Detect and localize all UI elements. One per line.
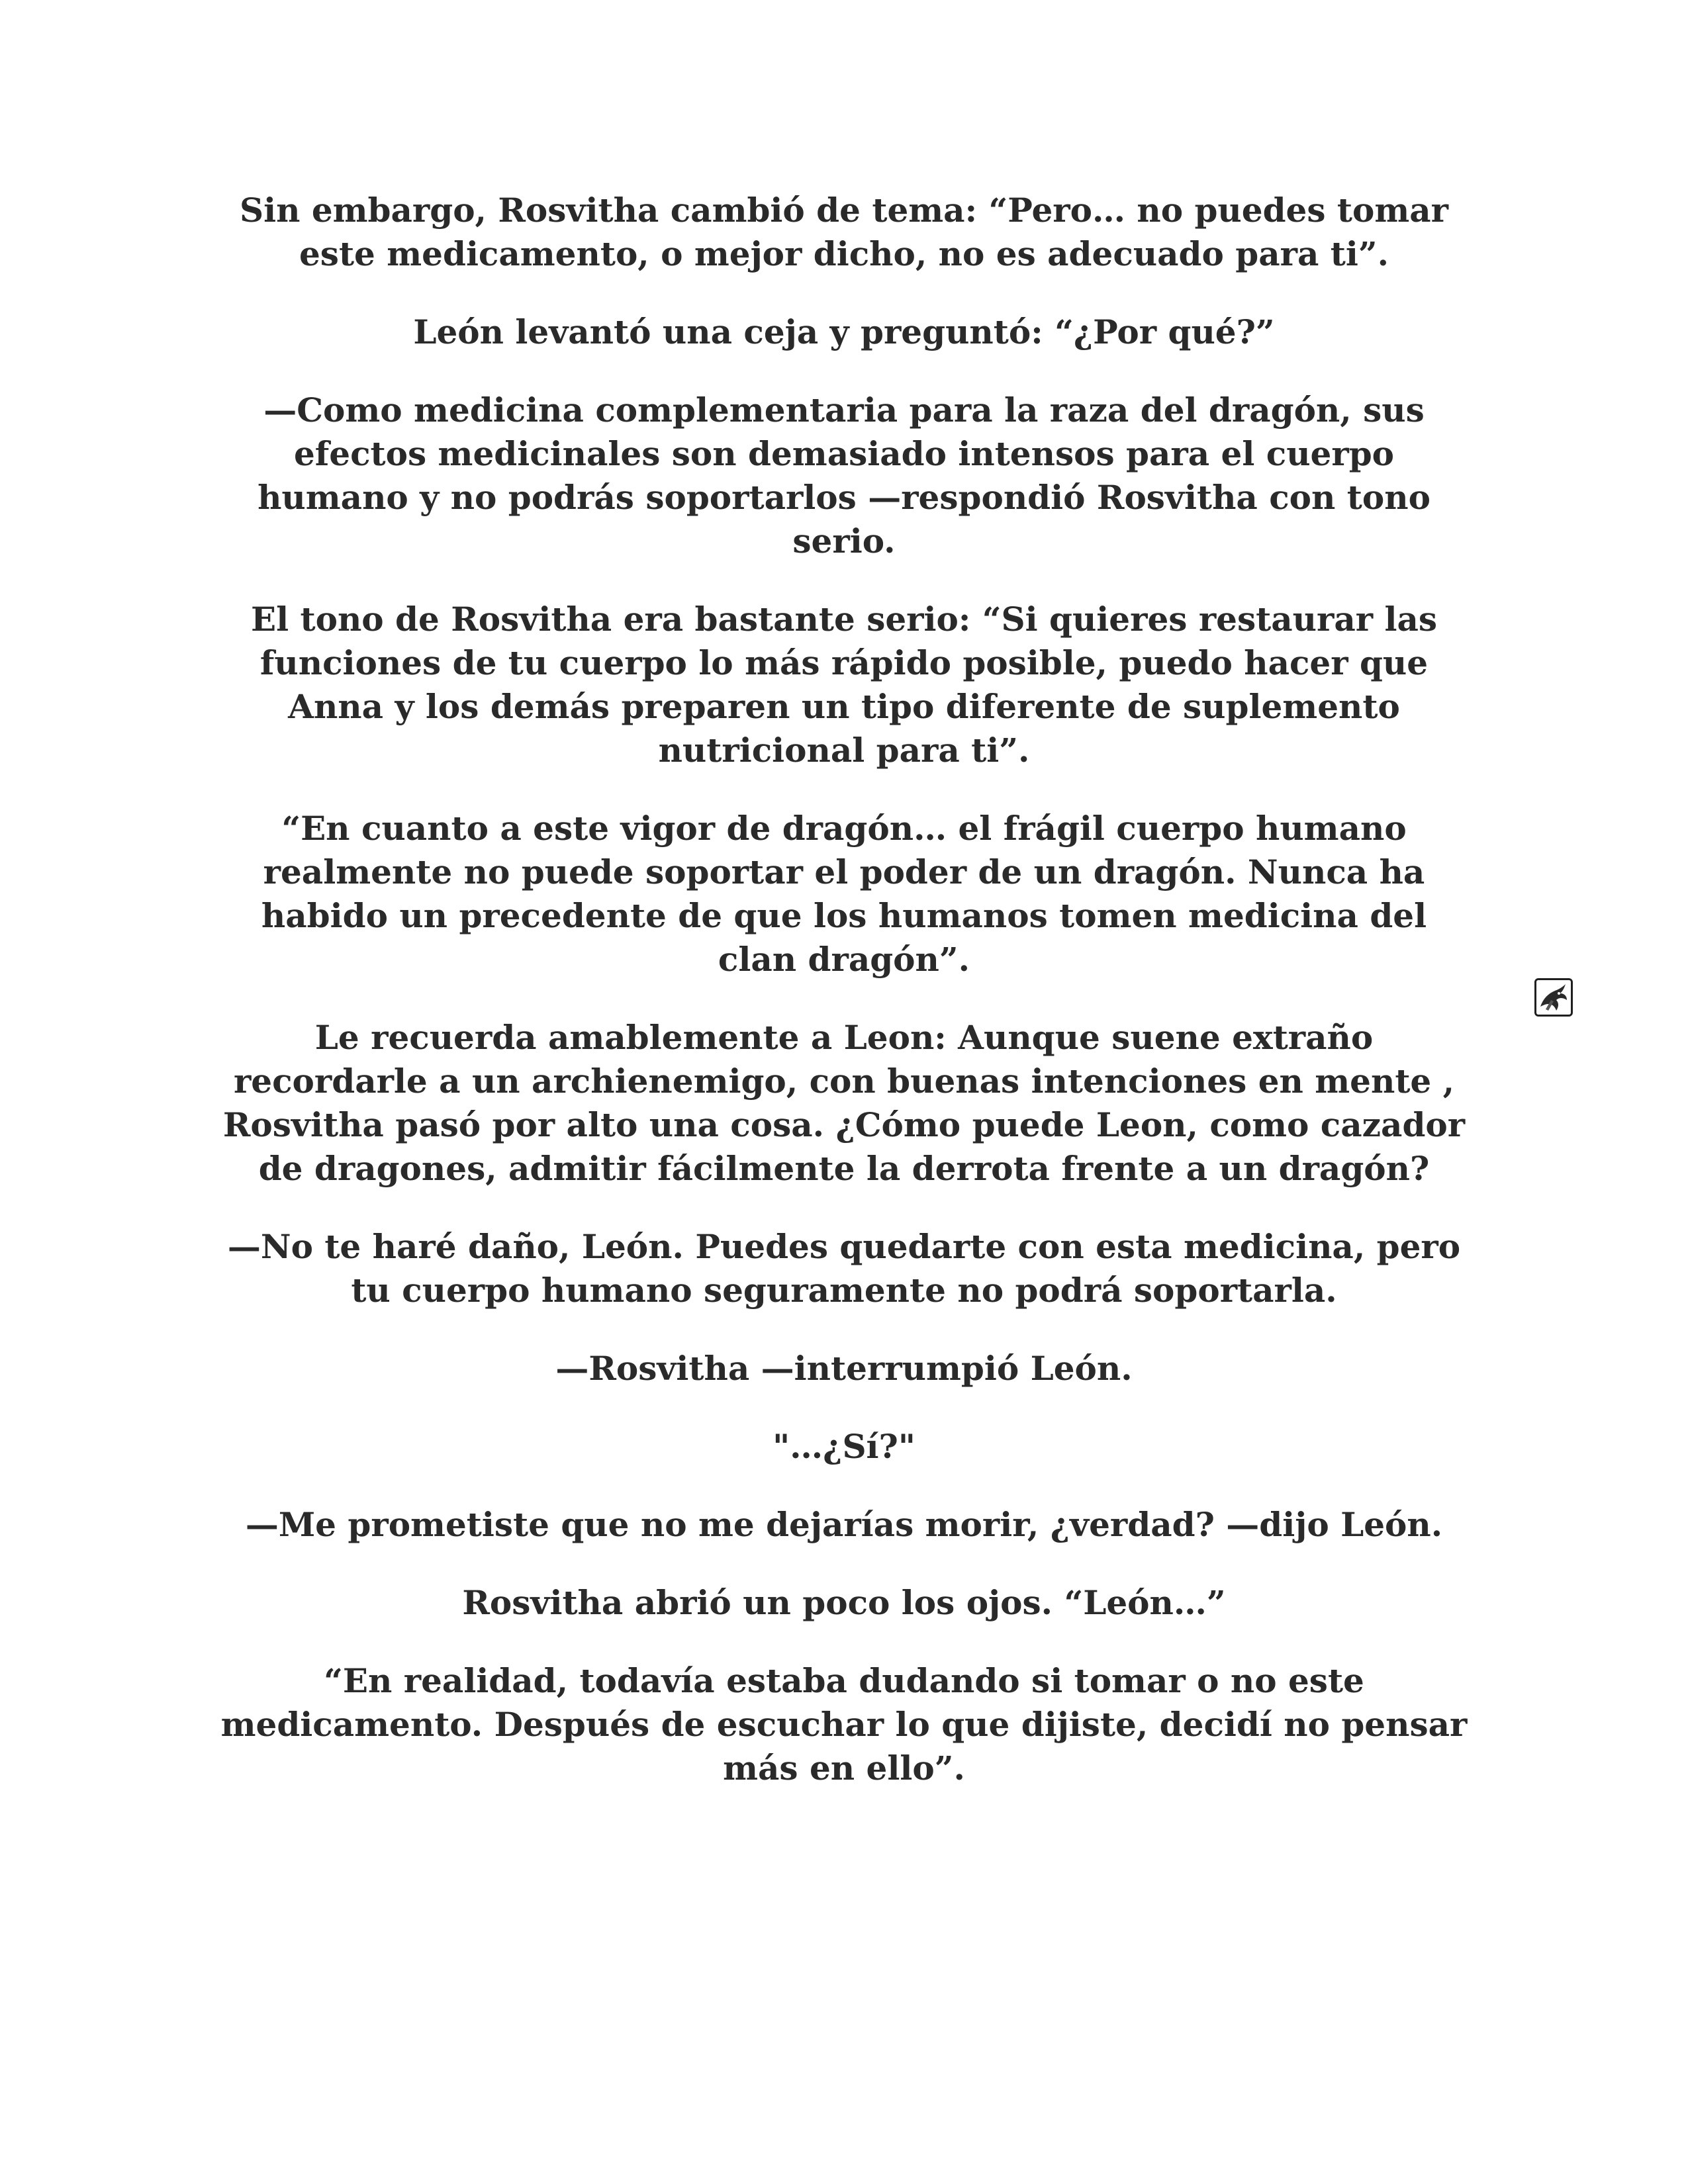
paragraph: "…¿Sí?" [773, 1427, 915, 1466]
dragon-emblem-icon [1534, 978, 1573, 1017]
paragraph: El tono de Rosvitha era bastante serio: “Si quieres restaurar las funciones de tu cuerpo lo más rápido posible, puedo hacer que Anna y los demás preparen un tipo diferente de suplemento nutricional para ti”. [250, 600, 1438, 770]
paragraph: —Como medicina complementaria para la raza del dragón, sus efectos medicinales son demasiado intensos para el cuerpo humano y no podrás soportarlos —respondió Rosvitha con tono serio. [258, 390, 1430, 561]
paragraph: Le recuerda amablemente a Leon: Aunque suene extraño recordarle a un archienemigo, con buenas intenciones en mente , Rosvitha pasó por alto una cosa. ¿Cómo puede Leon, como cazador de dragones, admitir fácilmente la derrota frente a un dragón? [222, 1018, 1466, 1188]
paragraph: León levantó una ceja y preguntó: “¿Por qué?” [413, 312, 1275, 351]
paragraph: —Rosvitha —interrumpió León. [555, 1349, 1133, 1388]
paragraph: Rosvitha abrió un poco los ojos. “León…” [462, 1583, 1226, 1622]
paragraph: Sin embargo, Rosvitha cambió de tema: “Pero… no puedes tomar este medicamento, o mejor dicho, no es adecuado para ti”. [239, 191, 1449, 273]
document-body [218, 189, 1470, 1825]
paragraph: “En realidad, todavía estaba dudando si tomar o no este medicamento. Después de escuchar lo que dijiste, decidí no pensar más en ello”. [220, 1661, 1468, 1788]
paragraph: “En cuanto a este vigor de dragón… el frágil cuerpo humano realmente no puede soportar el poder de un dragón. Nunca ha habido un precedente de que los humanos tomen medicina del clan dragón”. [261, 809, 1427, 979]
paragraph: —Me prometiste que no me dejarías morir, ¿verdad? —dijo León. [245, 1505, 1443, 1544]
paragraph: —No te haré daño, León. Puedes quedarte con esta medicina, pero tu cuerpo humano seguramente no podrá soportarla. [227, 1227, 1461, 1310]
